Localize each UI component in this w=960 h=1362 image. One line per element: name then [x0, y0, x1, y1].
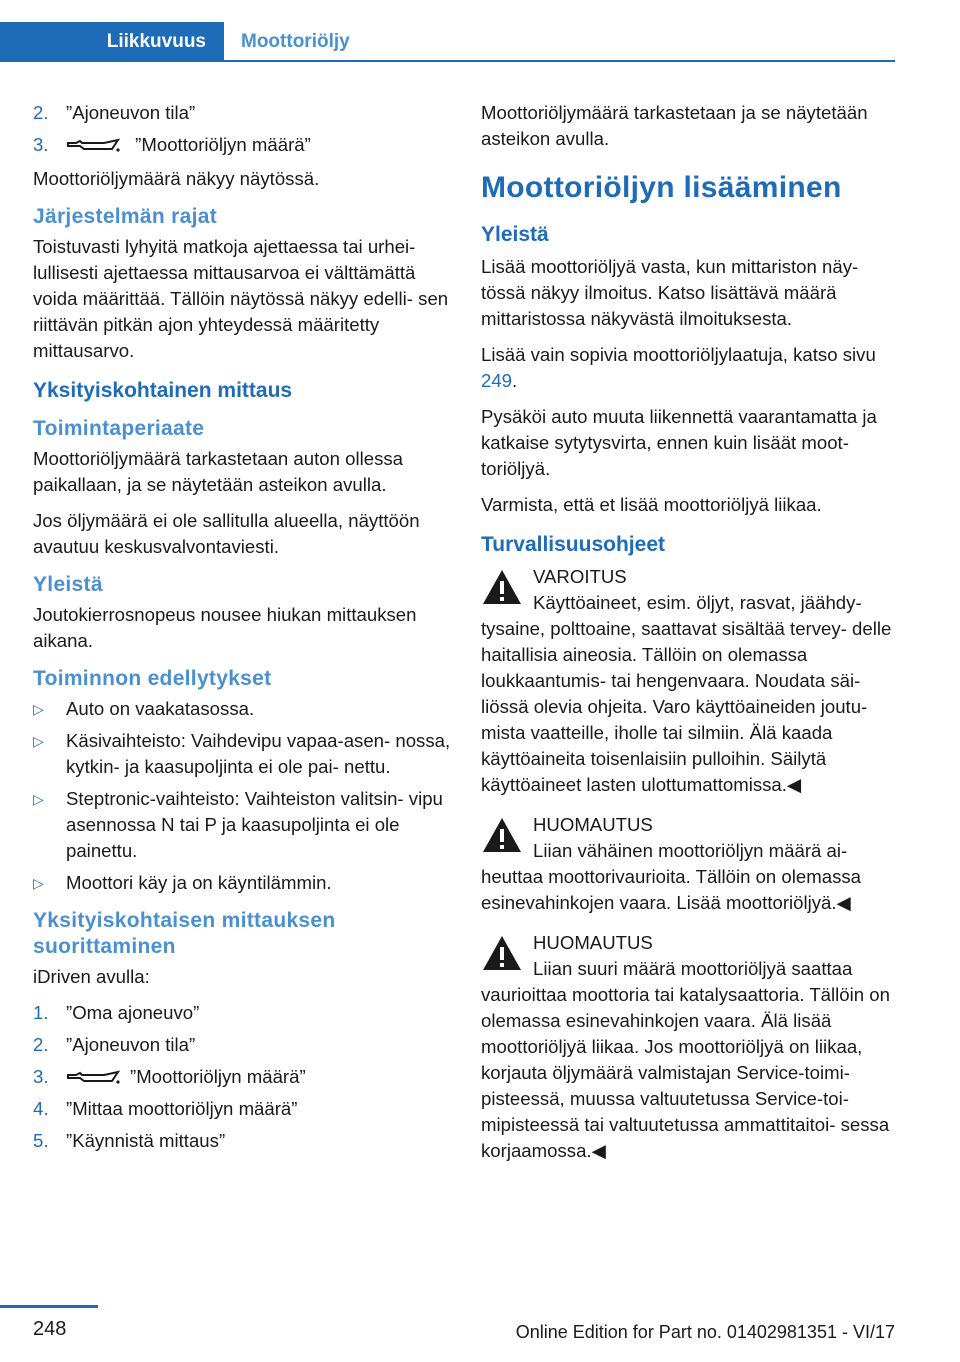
- warning-triangle-icon: [481, 934, 523, 972]
- notice-block: [481, 930, 896, 1164]
- heading-general: Yleistä: [33, 573, 103, 596]
- notice-text: Liian vähäinen moottoriöljyn määrä ai‐ heuttaa moottorivaurioita. Tällöin on olemassa esinevahinkojen vaara. Lisää moottoriöljyä.◀: [481, 840, 862, 913]
- warning-triangle-icon: [481, 568, 523, 606]
- list-item: ▷ Käsivaihteisto: Vaihdevipu vapaa-asen‐ nossa, kytkin- ja kaasupoljinta ei ole pai‐ nettu.: [33, 730, 451, 777]
- warning-block: [481, 564, 896, 798]
- heading-add-oil: Moottoriöljyn lisääminen: [481, 171, 842, 204]
- paragraph: Moottoriöljymäärä tarkastetaan auton ollessa paikallaan, ja se näytetään asteikon avulla.: [33, 448, 404, 495]
- list-item: 4. ”Mittaa moottoriöljyn määrä”: [33, 1098, 298, 1119]
- paragraph: Toistuvasti lyhyitä matkoja ajettaessa tai urhei‐ lullisesti ajettaessa mittausarvoa ei välttämättä voida määrittää. Tällöin näytössä näkyy edelli‐ sen riittävän pitkän ajon yhteydessä määritetty mittausarvo.: [33, 236, 449, 361]
- list-item: 5. ”Käynnistä mittaus”: [33, 1130, 226, 1151]
- page-header: [0, 0, 960, 62]
- warning-triangle-icon: [481, 816, 523, 854]
- heading-general: Yleistä: [481, 223, 549, 246]
- list-number: 3.: [33, 134, 49, 155]
- warning-text: Käyttöaineet, esim. öljyt, rasvat, jäähdy‐ tysaine, polttoaine, saattavat sisältää tervey‐ delle haitallisia aineosia. Tällöin on olemassa loukkaantumis- tai hengenvaara. Noudata säi‐ liössä olevia ohjeita. Varo käyttöaineiden joutu‐ mista vaatteille, iholle tai silmiin. Älä kaada käyttöaineita toisenlaisiin pulloihin. Säilytä käyttöaineet lasten ulottumattomissa.◀: [481, 592, 892, 795]
- list-item: [33, 100, 453, 126]
- list-item: ▷ Moottori käy ja on käyntilämmin.: [33, 870, 453, 896]
- warning-title: VAROITUS: [533, 566, 627, 587]
- heading-perform-measurement: Yksityiskohtaisen mittauksen suorittaminen: [33, 909, 336, 958]
- paragraph: Varmista, että et lisää moottoriöljyä liikaa.: [481, 494, 822, 515]
- notice-text: Liian suuri määrä moottoriöljyä saattaa vaurioittaa moottoria tai katalysaattoria. Tällöin on olemassa esinevahinkojen vaara. Älä lisää moottoriöljyä liikaa. Jos moottoriöljyä on liikaa, korjauta öljymäärä valmistajan Service-toimi‐ pisteessä, muussa valtuutetussa Service-toi‐ mipisteessä tai valtuutetussa ammattitaitoi‐ sessa korjaamossa.◀: [481, 958, 890, 1161]
- heading-principle: Toimintaperiaate: [33, 417, 205, 440]
- steps-list: [33, 1000, 453, 1154]
- notice-title: HUOMAUTUS: [533, 932, 653, 953]
- heading-prerequisites: Toiminnon edellytykset: [33, 667, 272, 690]
- page-number: 248: [33, 1318, 67, 1340]
- paragraph: iDriven avulla:: [33, 966, 150, 987]
- triangle-bullet-icon: ▷: [33, 875, 44, 891]
- list-top: [33, 100, 453, 158]
- section-tab-liikkuvuus[interactable]: Liikkuvuus: [0, 22, 224, 61]
- page-link[interactable]: 249: [481, 370, 513, 391]
- section-tab-moottorioljy[interactable]: Moottoriöljy: [241, 30, 350, 52]
- prerequisites-list: [33, 696, 453, 896]
- triangle-bullet-icon: ▷: [33, 791, 44, 807]
- edition-note: Online Edition for Part no. 01402981351 - VI/17: [515, 1322, 895, 1342]
- left-column: [33, 100, 453, 1162]
- paragraph: Moottoriöljymäärä tarkastetaan ja se näytetään asteikon avulla.: [481, 102, 868, 149]
- list-item: ▷ Steptronic-vaihteisto: Vaihteiston valitsin‐ vipu asennossa N tai P ja kaasupoljinta ei ole painettu.: [33, 788, 443, 861]
- list-item: [33, 132, 453, 158]
- triangle-bullet-icon: ▷: [33, 701, 44, 717]
- paragraph: Jos öljymäärä ei ole sallitulla alueella, näyttöön avautuu keskusvalvontaviesti.: [33, 510, 420, 557]
- paragraph: Lisää moottoriöljyä vasta, kun mittariston näy‐ tössä näkyy ilmoitus. Katso lisättävä määrä mittaristossa näkyvästä ilmoituksesta.: [481, 256, 859, 329]
- oil-can-icon: [66, 137, 122, 155]
- notice-title: HUOMAUTUS: [533, 814, 653, 835]
- notice-block: [481, 812, 896, 916]
- list-item: 3. ”Moottoriöljyn määrä”: [33, 1066, 306, 1087]
- oil-can-icon: [66, 1069, 122, 1087]
- triangle-bullet-icon: ▷: [33, 733, 44, 749]
- list-item: 2. ”Ajoneuvon tila”: [33, 1034, 196, 1055]
- paragraph: Joutokierrosnopeus nousee hiukan mittauksen aikana.: [33, 604, 417, 651]
- heading-detail-measurement: Yksityiskohtainen mittaus: [33, 379, 293, 402]
- heading-limits: Järjestelmän rajat: [33, 205, 218, 228]
- heading-safety: Turvallisuusohjeet: [481, 533, 665, 556]
- list-item: ▷ Auto on vaakatasossa.: [33, 696, 453, 722]
- list-number: 2.: [33, 102, 49, 123]
- list-text: ”Moottoriöljyn määrä”: [135, 134, 311, 155]
- right-column: [481, 100, 896, 1178]
- paragraph: Lisää vain sopivia moottoriöljylaatuja, katso sivu 249.: [481, 344, 876, 391]
- header-divider: [0, 60, 895, 62]
- list-text: ”Ajoneuvon tila”: [66, 102, 196, 123]
- paragraph: Moottoriöljymäärä näkyy näytössä.: [33, 168, 320, 189]
- list-item: 1. ”Oma ajoneuvo”: [33, 1002, 200, 1023]
- paragraph: Pysäköi auto muuta liikennettä vaarantamatta ja katkaise sytytysvirta, ennen kuin lisäät moot‐ toriöljyä.: [481, 406, 877, 479]
- footer-accent-line: [0, 1305, 98, 1308]
